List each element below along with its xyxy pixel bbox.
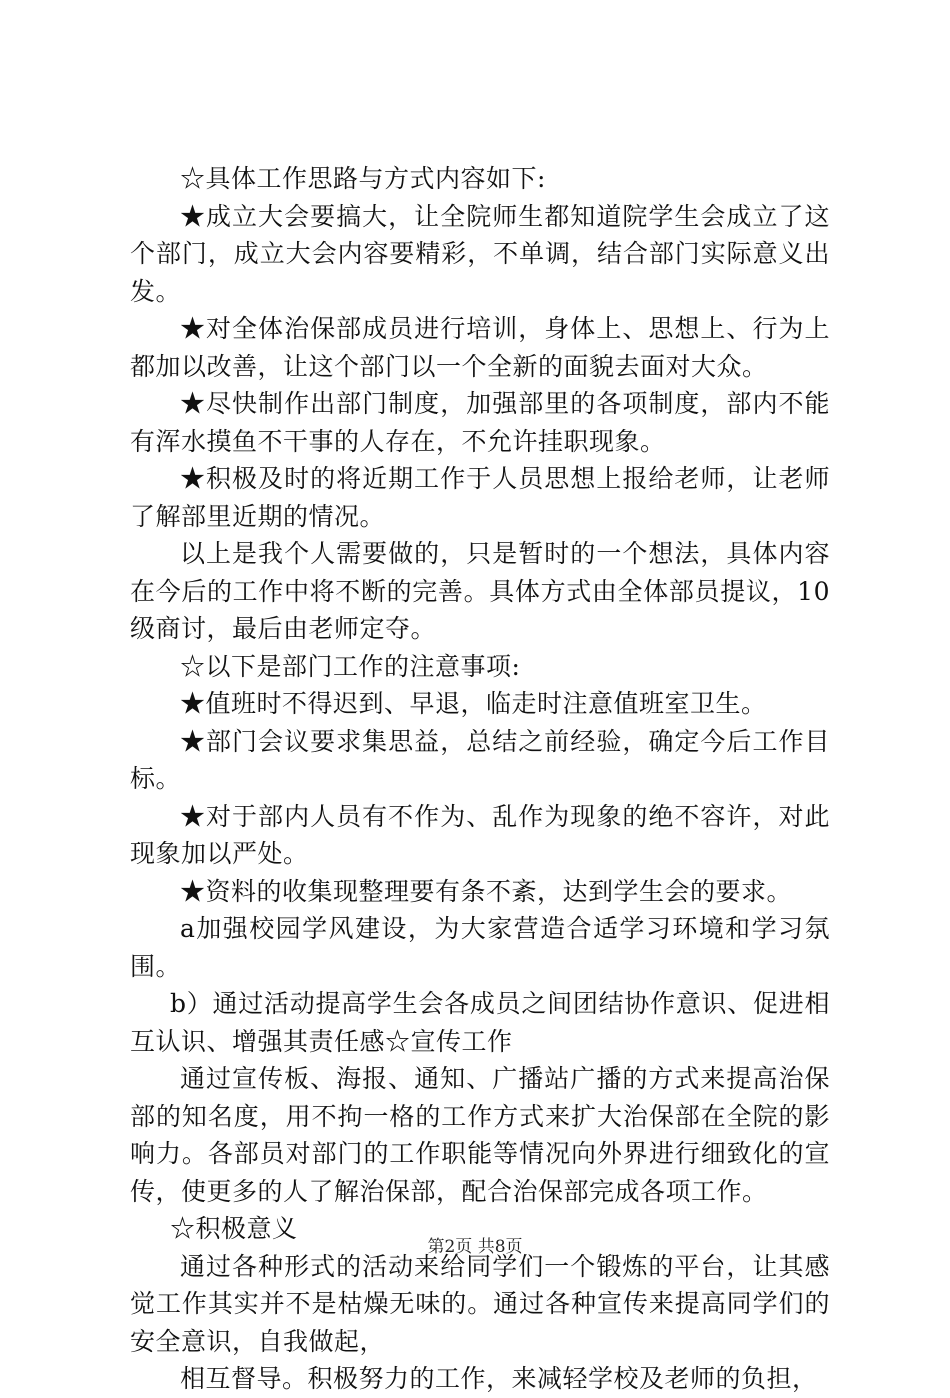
section-heading-significance: ☆积极意义 [170,1214,298,1243]
paragraph: a加强校园学风建设，为大家营造合适学习环境和学习氛围。 [130,914,830,981]
section-heading-notes: ☆以下是部门工作的注意事项: [180,651,521,681]
paragraph: ★部门会议要求集思益，总结之前经验，确定今后工作目标。 [130,726,830,793]
document-body [130,160,830,1398]
paragraph: ★积极及时的将近期工作于人员思想上报给老师，让老师了解部里近期的情况。 [130,464,830,531]
paragraph: 以上是我个人需要做的，只是暂时的一个想法，具体内容在今后的工作中将不断的完善。具体方式由全体部员提议，10级商讨，最后由老师定夺。 [130,539,830,643]
paragraph: b）通过活动提高学生会各成员之间团结协作意识、促进相互认识、增强其责任感☆宣传工作 [130,989,830,1056]
paragraph: 通过宣传板、海报、通知、广播站广播的方式来提高治保部的知名度，用不拘一格的工作方式来扩大治保部在全院的影响力。各部员对部门的工作职能等情况向外界进行细致化的宣传，使更多的人了解治保部，配合治保部完成各项工作。 [130,1064,830,1206]
paragraph: ★值班时不得迟到、早退，临走时注意值班室卫生。 [180,689,767,718]
paragraph: ★对于部内人员有不作为、乱作为现象的绝不容许，对此现象加以严处。 [130,801,830,868]
paragraph: ★尽快制作出部门制度，加强部里的各项制度，部内不能有浑水摸鱼不干事的人存在，不允许挂职现象。 [130,389,830,456]
paragraph: ★对全体治保部成员进行培训，身体上、思想上、行为上都加以改善，让这个部门以一个全新的面貌去面对大众。 [130,314,830,381]
paragraph: 相互督导。积极努力的工作，来减轻学校及老师的负担， [180,1364,818,1393]
section-heading-work-ideas: ☆具体工作思路与方式内容如下: [180,164,546,193]
page-footer: 第2页 共8页 [427,1237,523,1257]
paragraph: ★成立大会要搞大，让全院师生都知道院学生会成立了这个部门，成立大会内容要精彩，不单调，结合部门实际意义出发。 [130,201,830,306]
paragraph: 通过各种形式的活动来给同学们一个锻炼的平台，让其感觉工作其实并不是枯燥无味的。通过各种宣传来提高同学们的安全意识，自我做起， [130,1251,830,1356]
paragraph: ★资料的收集现整理要有条不紊，达到学生会的要求。 [180,876,793,906]
